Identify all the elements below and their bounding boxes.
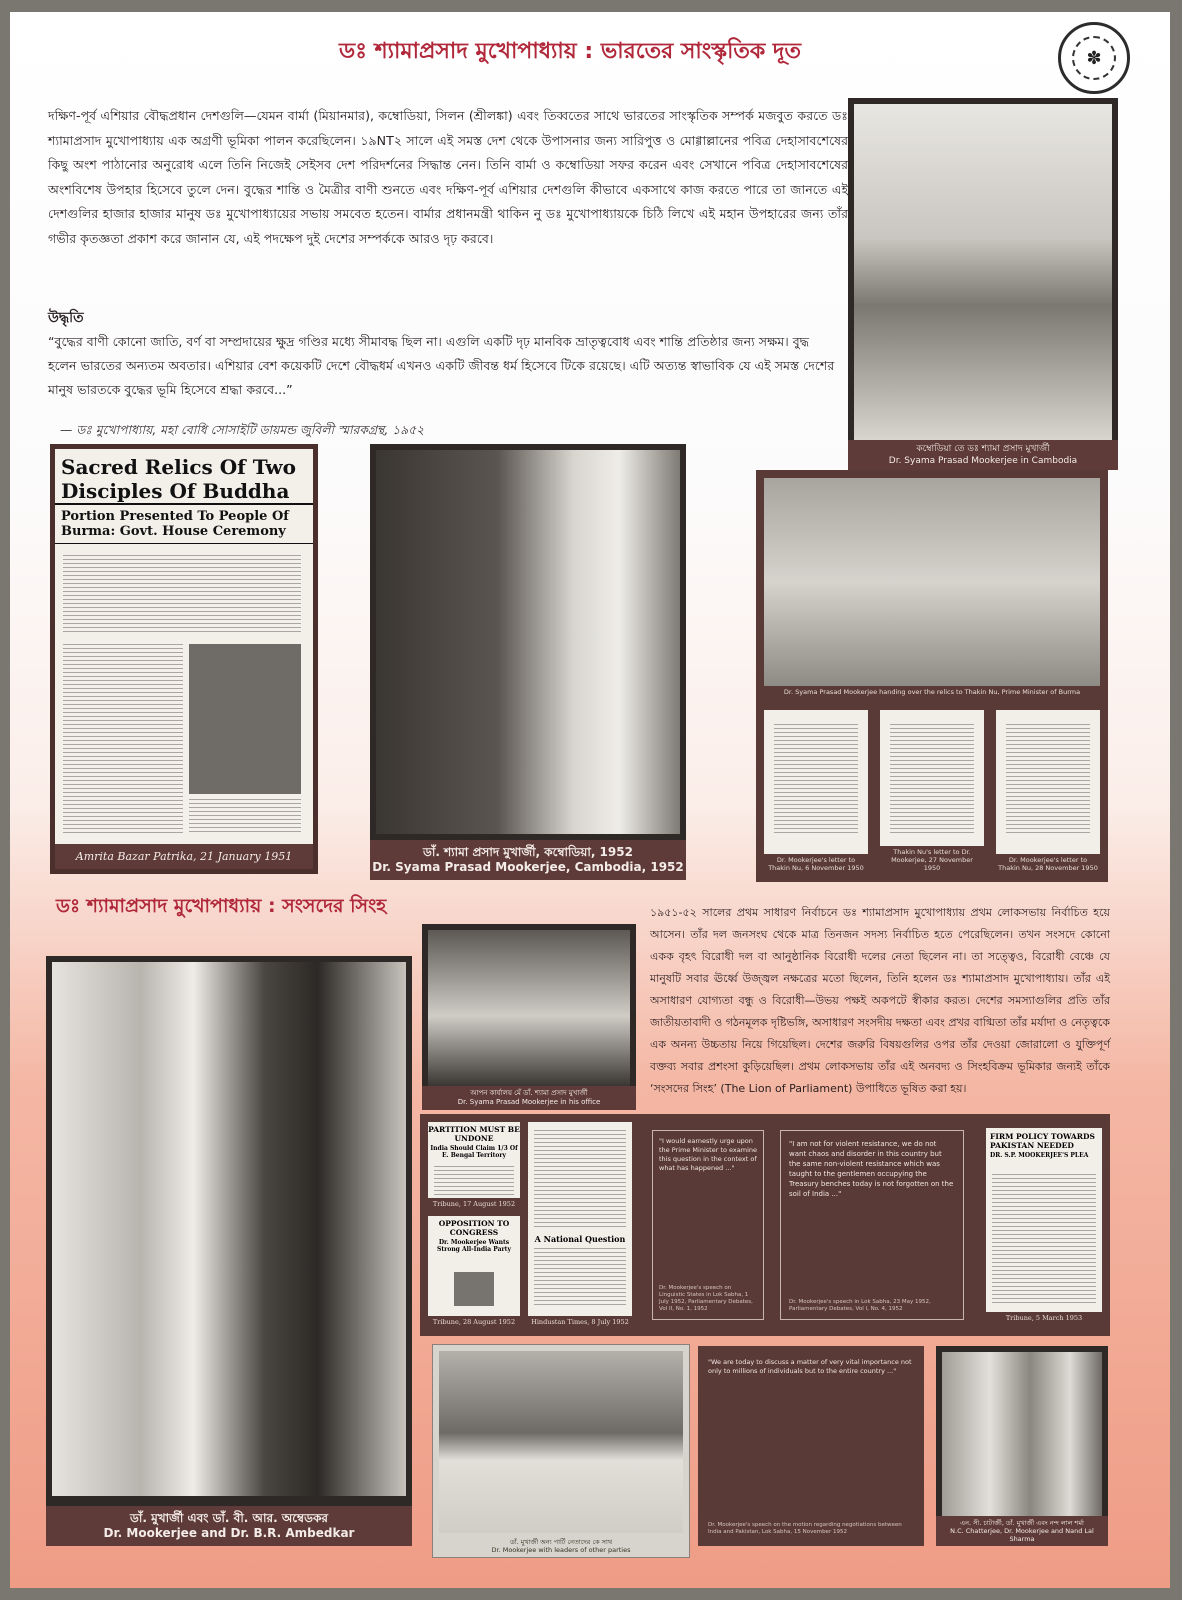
clip-sub: India Should Claim 1/3 Of E. Bengal Territory — [430, 1145, 518, 1159]
section1-body: দক্ষিণ-পূর্ব এশিয়ার বৌদ্ধপ্রধান দেশগুলি—যেমন বার্মা (মিয়ানমার), কম্বোডিয়া, সিলন (শ্রীলঙ্কা) এবং তিব্বতের সাথে ভারতের সাংস্কৃতিক সম্পর্ক মজবুত করতে ডঃ শ্যামাপ্রসাদ মুখোপাধ্যায় এক অগ্রণী ভূমিকা পালন করেছিলেন। ১৯NT২ সালে এই সমস্ত দেশ থেকে উপাসনার জন্য সারিপুত্ত ও মোগ্গাল্লানের পবিত্র দেহাসাবশেষের কিছু অংশ পাঠানোর অনুরোধ এলে তিনি নিজেই সেইসব দেশ পরিদর্শনের সিদ্ধান্ত নেন। তিনি বার্মা ও কম্বোডিয়া সফর করেন এবং সেখানে পবিত্র দেহাসাবশেষের অংশবিশেষ উপহার হিসেবে তুলে দেন। বুদ্ধের শান্তি ও মৈত্রীর বাণী শুনতে এবং দক্ষিণ-পূর্ব এশিয়ার দেশগুলি কীভাবে একসাথে কাজ করতে পারে তা জানতে এই দেশগুলির হাজার হাজার মানুষ ডঃ মুখোপাধ্যায়ের সভায় সমবেত হতেন। বার্মার প্রধানমন্ত্রী থাকিন নু ডঃ মুখোপাধ্যায়কে চিঠি লিখে এই মহান উপহারের জন্য তাঁর গভীর কৃতজ্ঞতা প্রকাশ করে জানান যে, এই পদক্ষেপ দুই দেশের সম্পর্ককে আরও দৃঢ় করবে। — [48, 108, 848, 246]
caption-en: Dr. Syama Prasad Mookerjee in Cambodia — [888, 456, 1078, 466]
clip-headline-1: Sacred Relics Of Two — [61, 455, 296, 479]
clip-partition — [428, 1122, 520, 1210]
clip-opposition — [428, 1216, 520, 1328]
photo-caption — [433, 1535, 689, 1557]
letter-lines — [774, 724, 858, 834]
caption-en: N.C. Chatterjee, Dr. Mookerjee and Nand Lal Sharma — [950, 1527, 1094, 1543]
photo-caption-en: Dr. Syama Prasad Mookerjee handing over the relics to Thakin Nu, Prime Minister of Burma — [783, 688, 1081, 696]
photo-trio — [936, 1346, 1108, 1546]
clip-h1: OPPOSITION TO — [438, 1219, 510, 1228]
newspaper-clipping-relics — [50, 444, 318, 874]
photo-caption — [936, 1516, 1108, 1546]
caption-bn: ডাঁ. মুখার্জী এবং ডাঁ. বী. আর. অম্বেডকর — [130, 1511, 328, 1525]
clip-lines — [534, 1248, 626, 1308]
quote-card-resistance — [780, 1130, 964, 1320]
clip-headline-2: Disciples Of Buddha — [55, 479, 313, 505]
letter-caption: Dr. Mookerjee's letter to Thakin Nu, 28 November 1950 — [996, 854, 1100, 874]
clip-text-lines — [189, 799, 301, 834]
university-seal-icon: ✽ — [1058, 22, 1130, 94]
letter-3 — [996, 710, 1100, 874]
letter-lines — [1006, 724, 1090, 834]
clip-caption: Tribune, 28 August 1952 — [428, 1316, 520, 1328]
quote-card-text: "I am not for violent resistance, we do not want chaos and disorder in this country but the same non-violent resistance which was taught to the gentlemen occupying the Treasury benches today is not forgotten on the soil of India ..." — [789, 1140, 954, 1198]
photo-image — [854, 104, 1112, 440]
clip-h2: PAKISTAN NEEDED — [990, 1141, 1074, 1150]
clip-h: A National Question — [534, 1234, 626, 1244]
clip-photo — [454, 1272, 494, 1306]
photo-caption — [848, 440, 1118, 470]
quote-card-text: "I would earnestly urge upon the Prime Minister to examine this question in the context of what has happened ..." — [659, 1137, 757, 1172]
clip-text-lines — [63, 555, 301, 635]
quote-card-linguistic — [652, 1130, 764, 1320]
clip-lines — [534, 1130, 626, 1230]
section1-title: ডঃ শ্যামাপ্রসাদ মুখোপাধ্যায় : ভারতের সাংস্কৃতিক দূত — [339, 39, 801, 64]
clip-caption: Tribune, 17 August 1952 — [428, 1198, 520, 1210]
letter-caption: Thakin Nu's letter to Dr. Mookerjee, 27 November 1950 — [880, 846, 984, 874]
clip-caption: Hindustan Times, 8 July 1952 — [528, 1316, 632, 1328]
letter-2 — [880, 710, 984, 874]
section2-title: ডঃ শ্যামাপ্রসাদ মুখোপাধ্যায় : সংসদের সিংহ — [56, 895, 387, 917]
clip-h2: CONGRESS — [449, 1228, 499, 1237]
caption-en: Dr. Syama Prasad Mookerjee, Cambodia, 1952 — [372, 860, 684, 874]
caption-bn: আপন কার্যালয় মেঁ ডাঁ. শ্যামা প্রসাদ মুখার্জী — [470, 1089, 588, 1097]
letter-caption: Dr. Mookerjee's letter to Thakin Nu, 6 November 1950 — [764, 854, 868, 874]
letter-lines — [890, 724, 974, 834]
caption-bn: কম্বোডিয়া তে ডঃ শ্যামা প্রসাদ মুখার্জী — [916, 444, 1050, 454]
clip-photo — [189, 644, 301, 794]
clip-sub-1: Portion Presented To People Of — [61, 509, 289, 524]
clip-caption: Amrita Bazar Patrika, 21 January 1951 — [55, 844, 313, 869]
photo-image — [942, 1352, 1102, 1520]
quote-card-caption: Dr. Mookerjee's speech on Linguistic States in Lok Sabha, 1 July 1952, Parliamentary Debates, Vol II, No. 1, 1952 — [659, 1285, 753, 1312]
photo-image — [52, 962, 406, 1496]
photo-image — [428, 930, 630, 1086]
quote-card-caption: Dr. Mookerjee's speech on the motion regarding negotiations between India and Pakistan, Lok Sabha, 15 November 1952 — [708, 1522, 902, 1535]
quote-source: — ডঃ মুখোপাধ্যায়, মহা বোধি সোসাইটি ডায়মন্ড জুবিলী স্মারকগ্রন্থ, ১৯৫২ — [60, 423, 425, 437]
photo-caption — [422, 1086, 636, 1110]
quote-card-caption: Dr. Mookerjee's speech in Lok Sabha, 23 May 1952, Parliamentary Debates, Vol I, No. 4, 1952 — [789, 1299, 931, 1312]
clip-caption: Tribune, 5 March 1953 — [986, 1312, 1102, 1324]
photo-group-leaders — [432, 1344, 690, 1558]
clip-h1: FIRM POLICY TOWARDS — [990, 1132, 1095, 1141]
clip-lines — [992, 1174, 1096, 1304]
clip-lines — [434, 1166, 514, 1198]
quote-card-negotiations — [698, 1346, 924, 1546]
clip-pakistan-policy — [986, 1128, 1102, 1324]
clip-text-lines — [63, 644, 183, 834]
letter-1 — [764, 710, 868, 874]
caption-en: Dr. Mookerjee with leaders of other parties — [491, 1546, 631, 1554]
caption-en: Dr. Syama Prasad Mookerjee in his office — [457, 1098, 601, 1106]
caption-en: Dr. Mookerjee and Dr. B.R. Ambedkar — [103, 1526, 355, 1540]
photo-caption — [46, 1506, 412, 1546]
photo-caption — [370, 840, 686, 880]
photo-ambedkar — [46, 956, 412, 1546]
clip-sub: Dr. Mookerjee Wants Strong All-India Party — [437, 1239, 511, 1253]
clippings-panel — [420, 1114, 1110, 1336]
exhibition-board — [10, 12, 1170, 1588]
photo-image — [439, 1351, 683, 1533]
quote-heading: উদ্ধৃতি — [48, 310, 84, 326]
section2-body: ১৯৫১-৫২ সালের প্রথম সাধারণ নির্বাচনে ডঃ শ্যামাপ্রসাদ মুখোপাধ্যায় প্রথম লোকসভায় নির্বাচিত হয়ে আসেন। তাঁর দল জনসংঘ থেকে মাত্র তিনজন সদস্য নির্বাচিত হতে পেরেছিলেন। তখন সংসদে কোনো একক বৃহৎ বিরোধী দল বা আনুষ্ঠানিক বিরোধী দলের নেতা ছিলেন না। তা সত্ত্বেও, বিরোধী বেঞ্চে যে মানুষটি সবার ঊর্ধ্বে উজ্জ্বল নক্ষত্রের মতো ছিলেন, তিনি হলেন ডঃ শ্যামাপ্রসাদ মুখোপাধ্যায়। তাঁর এই অসাধারণ যোগ্যতা বন্ধু ও বিরোধী—উভয় পক্ষই অকপটে স্বীকার করত। দেশের সমস্যাগুলির প্রতি তাঁর জাতীয়তাবাদী ও গঠনমূলক দৃষ্টিভঙ্গি, অসাধারণ সংসদীয় দক্ষতা এবং প্রখর বাগ্মিতা তাঁর মর্যাদা ও নেতৃত্বকে এক অনন্য উচ্চতায় নিয়ে গিয়েছিল। দেশের জরুরি বিষয়গুলির ওপর তাঁর দেওয়া জোরালো ও যুক্তিপূর্ণ বক্তব্য সবার প্রশংসা কুড়িয়েছিল। প্রথম লোকসভায় তাঁর এই অনবদ্য ও সিংহবিক্রম ভূমিকার জন্যই তাঁকে ‘সংসদের সিংহ’ (The Lion of Parliament) উপাধিতে ভূষিত করা হয়। — [650, 906, 1110, 1095]
photo-image — [376, 450, 680, 834]
photo-cambodia-1952 — [370, 444, 686, 880]
caption-bn: ডাঁ. শ্যামা প্রসাদ মুখার্জী, কম্বোডিয়া, 1952 — [423, 845, 633, 859]
clip-h2: UNDONE — [454, 1134, 494, 1143]
clip-national-question — [528, 1122, 632, 1328]
photo-office — [422, 924, 636, 1110]
clip-h1: PARTITION MUST BE — [428, 1125, 520, 1134]
quote-text: “বুদ্ধের বাণী কোনো জাতি, বর্ণ বা সম্প্রদায়ের ক্ষুদ্র গণ্ডির মধ্যে সীমাবদ্ধ ছিল না। এগুলি একটি দৃঢ় মানবিক ভ্রাতৃত্ববোধ এবং শান্তি প্রতিষ্ঠার জন্য সক্ষম। বুদ্ধ হলেন ভারতের অন্যতম অবতার। এশিয়ার বেশ কয়েকটি দেশে বৌদ্ধধর্ম এখনও একটি জীবন্ত ধর্ম হিসেবে টিকে রয়েছে। এটি অত্যন্ত স্বাভাবিক যে এই সমস্ত দেশের মানুষ ভারতকে বুদ্ধের ভূমি হিসেবে শ্রদ্ধা করবে...” — [48, 334, 835, 397]
photo-cambodia — [848, 98, 1118, 470]
clip-sub-2: Burma: Govt. House Ceremony — [55, 524, 313, 544]
caption-bn: এন. সী. চাটার্জী, ডাঁ. মুখার্জী এবং নন্দ লাল শর্মা — [960, 1519, 1084, 1527]
clip-sub: DR. S.P. MOOKERJEE'S PLEA — [990, 1152, 1089, 1159]
quote-card-text: "We are today to discuss a matter of very vital importance not only to millions of individuals but to the entire country ..." — [708, 1358, 912, 1375]
relics-panel — [756, 470, 1108, 882]
photo-relics-handover — [764, 478, 1100, 686]
caption-bn: ডাঁ. মুখার্জী অন্য পার্টি নেতাদের কে সাথ — [509, 1538, 613, 1546]
